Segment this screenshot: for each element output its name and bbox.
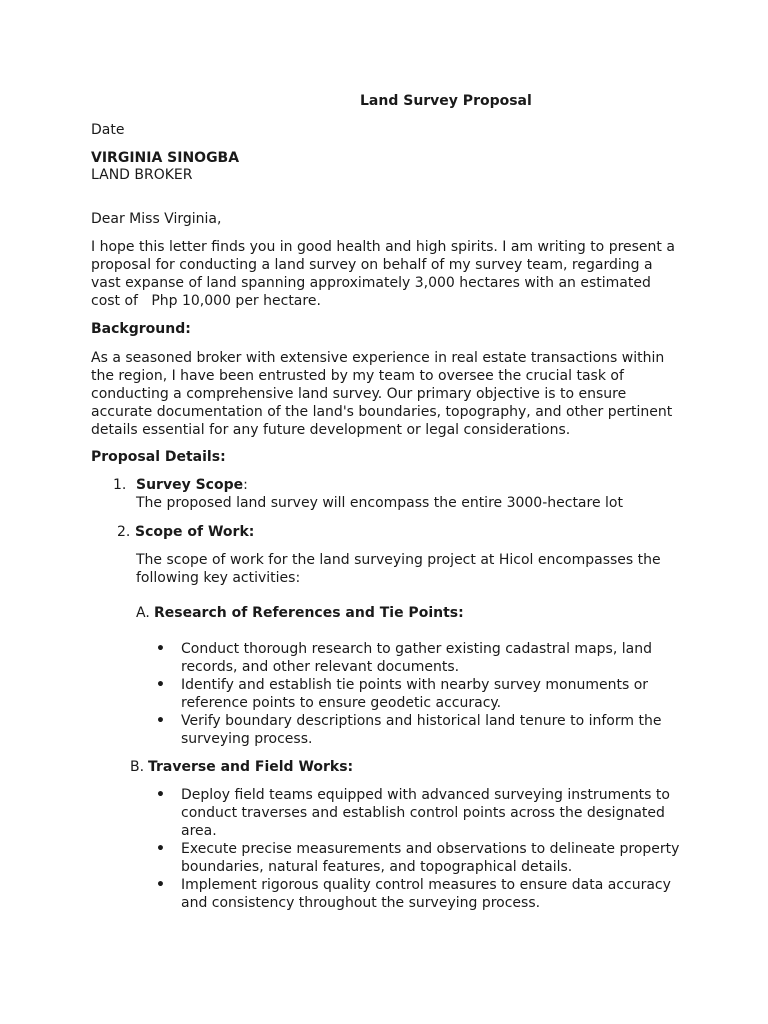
subA-bullet-list [136,640,684,748]
list-item [136,876,684,912]
proposal-heading: Proposal Details: [91,449,226,465]
item2-number: 2. [117,524,131,540]
item1-heading-line [136,476,248,494]
list-item-text: Identify and establish tie points with nearby survey monuments or reference points to ensure geodetic accuracy. [181,677,649,711]
date-label: Date [91,122,125,138]
list-item-text: Deploy field teams equipped with advanced surveying instruments to conduct traverses and establish control points across the designated area. [181,787,670,839]
list-item [136,840,684,876]
item2-heading: Scope of Work: [135,524,255,540]
recipient-title: LAND BROKER [91,167,193,183]
list-item-text: Execute precise measurements and observations to delineate property boundaries, natural features, and topographical details. [181,841,680,875]
subA-letter: A. [136,605,150,621]
bullet-icon: • [156,877,165,893]
list-item-text: Implement rigorous quality control measures to ensure data accuracy and consistency throughout the surveying process. [181,877,671,911]
bullet-icon: • [156,787,165,803]
item1-text: The proposed land survey will encompass the entire 3000-hectare lot [136,495,623,511]
document-title: Land Survey Proposal [360,93,532,109]
list-item-text: Verify boundary descriptions and historical land tenure to inform the surveying process. [181,713,662,747]
list-item [136,676,684,712]
list-item [136,712,684,748]
bullet-icon: • [156,641,165,657]
item1-colon: : [243,477,248,493]
item2-text: The scope of work for the land surveying project at Hicol encompasses the following key activities: [136,552,661,586]
subA-heading: Research of References and Tie Points: [154,605,464,621]
subB-bullet-list [136,786,684,912]
recipient-name: VIRGINIA SINOGBA [91,150,240,166]
background-heading: Background: [91,321,191,337]
background-paragraph: As a seasoned broker with extensive experience in real estate transactions within the region, I have been entrusted by my team to oversee the crucial task of conducting a comprehensive land survey. Our primary objective is to ensure accurate documentation of the land's boundaries, topography, and other pertinent details essential for any future development or legal considerations. [91,350,673,438]
intro-paragraph: I hope this letter finds you in good health and high spirits. I am writing to present a proposal for conducting a land survey on behalf of my survey team, regarding a vast expanse of land spanning approximately 3,000 hectares with an estimated cost of Php 10,000 per hectare. [91,239,675,309]
item1-number: 1. [113,477,127,493]
bullet-icon: • [156,841,165,857]
salutation: Dear Miss Virginia, [91,211,222,227]
subB-letter: B. [130,759,145,775]
list-item [136,786,684,840]
list-item-text: Conduct thorough research to gather existing cadastral maps, land records, and other relevant documents. [181,641,652,675]
subB-heading: Traverse and Field Works: [148,759,354,775]
list-item [136,640,684,676]
bullet-icon: • [156,713,165,729]
bullet-icon: • [156,677,165,693]
item1-heading: Survey Scope [136,477,244,493]
